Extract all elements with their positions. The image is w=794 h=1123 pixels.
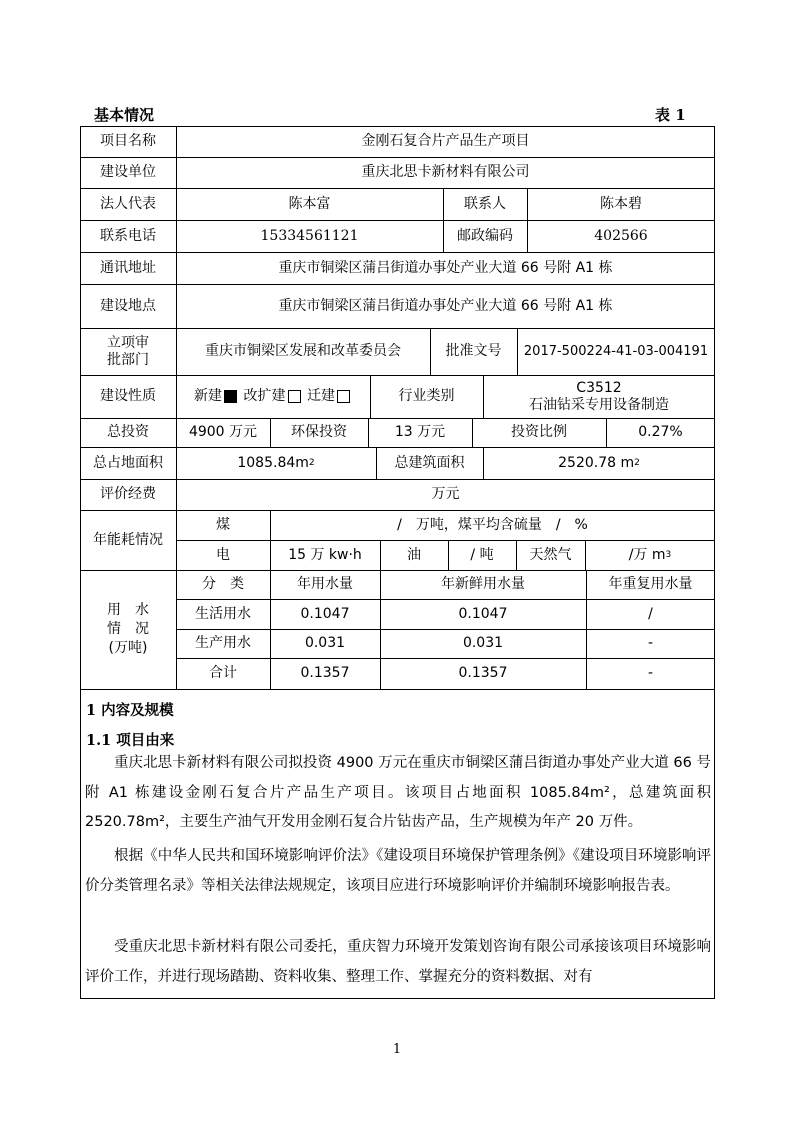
water-row-label: 合计 (209, 665, 237, 681)
label-build-unit: 建设单位 (100, 164, 156, 180)
label-industry: 行业类别 (398, 388, 455, 404)
water-header-reuse: 年重复用水量 (608, 576, 693, 592)
nature-expand-label: 改扩建 (243, 388, 286, 404)
label-postcode: 邮政编码 (457, 227, 513, 244)
value-elec: 15 万 kw·h (288, 546, 362, 563)
water-header-annual: 年用水量 (297, 576, 353, 592)
value-env-invest: 13 万元 (394, 424, 446, 440)
water-row-fresh: 0.1047 (458, 605, 508, 622)
value-gas: /万 m (628, 546, 666, 563)
value-industry: C3512 石油钻采专用设备制造 (529, 379, 669, 413)
land-area-cell: 1085.84m 2 (237, 454, 315, 471)
water-row-label: 生产用水 (195, 635, 251, 651)
label-oil: 油 (407, 546, 421, 563)
water-row-reuse: - (647, 665, 654, 681)
label-elec: 电 (216, 546, 230, 563)
gas-cell: /万 m 3 (628, 546, 672, 563)
nature-options (176, 375, 370, 418)
label-address: 通讯地址 (100, 259, 156, 276)
paragraph (85, 933, 711, 992)
label-energy: 年能耗情况 (93, 531, 163, 548)
value-contact: 陈本碧 (600, 195, 642, 212)
form-title: 基本情况 (94, 106, 155, 124)
value-eval-fee: 万元 (431, 486, 460, 502)
label-phone: 联系电话 (100, 227, 156, 244)
value-oil: / 吨 (470, 546, 494, 563)
value-coal: / 万吨，煤平均含硫量 / % (397, 516, 588, 533)
label-coal: 煤 (216, 516, 230, 533)
nature-move-label: 迁建 (306, 388, 335, 404)
value-legal-rep: 陈本富 (288, 195, 331, 212)
label-total-invest: 总投资 (107, 424, 149, 440)
value-build-unit: 重庆北思卡新材料有限公司 (361, 164, 530, 180)
water-row-annual: 0.1047 (300, 605, 350, 622)
label-invest-ratio: 投资比例 (511, 424, 567, 440)
water-row-fresh: 0.031 (462, 635, 504, 651)
water-row-reuse: - (647, 635, 654, 651)
table-number: 表 1 (655, 106, 686, 124)
section-heading: 1 内容及规模 (86, 702, 174, 719)
value-total-invest: 4900 万元 (188, 424, 258, 440)
water-row-label: 生活用水 (195, 605, 251, 622)
value-invest-ratio: 0.27% (638, 424, 683, 440)
value-land-area: 1085.84m (237, 454, 309, 471)
paragraph-text: 受重庆北思卡新材料有限公司委托，重庆智力环境开发策划咨询有限公司承接该项目环境影响评价工作，并进行现场踏勘、资料收集、整理工作、掌握充分的资料数据、对有 (85, 939, 711, 985)
value-project-name: 金刚石复合片产品生产项目 (361, 133, 530, 149)
paragraph-text: 根据《中华人民共和国环境影响评价法》《建设项目环境保护管理条例》《建设项目环境影响评价分类管理名录》等相关法律法规规定，该项目应进行环境影响评价并编制环境影响报告表。 (85, 848, 711, 894)
label-legal-rep: 法人代表 (100, 195, 156, 212)
nature-move-checkbox[interactable] (337, 390, 350, 403)
label-eval-fee: 评价经费 (100, 486, 156, 502)
subsection-heading: 1.1 项目由来 (86, 732, 175, 749)
label-approval-no: 批准文号 (445, 343, 502, 359)
value-approval-dept: 重庆市铜梁区发展和改革委员会 (205, 343, 401, 359)
floor-area-cell: 2520.78 m 2 (558, 454, 640, 471)
label-env-invest: 环保投资 (291, 424, 347, 440)
value-approval-no: 2017-500224-41-03-004191 (523, 344, 709, 359)
label-gas: 天然气 (529, 546, 572, 563)
value-address: 重庆市铜梁区蒲吕街道办事处产业大道 66 号附 A1 栋 (278, 259, 613, 276)
paragraph (85, 842, 711, 901)
label-land-area: 总占地面积 (93, 454, 163, 471)
paragraph (85, 749, 711, 838)
label-project-name: 项目名称 (100, 133, 156, 149)
nature-new-checkbox[interactable] (224, 390, 237, 403)
page-number: 1 (392, 1042, 402, 1057)
nature-expand-checkbox[interactable] (288, 390, 301, 403)
paragraph-text: 重庆北思卡新材料有限公司拟投资 4900 万元在重庆市铜梁区蒲吕街道办事处产业大道 66 号附 A1 栋建设金刚石复合片产品生产项目。该项目占地面积 1085.84m²，总建筑面积 2520.78m²，主要生产油气开发用金刚石复合片钻齿产品，生产规模为年产 20 万件。 (85, 755, 711, 831)
label-contact: 联系人 (464, 195, 506, 212)
value-site: 重庆市铜梁区蒲吕街道办事处产业大道 66 号附 A1 栋 (278, 297, 613, 314)
label-site: 建设地点 (100, 297, 156, 314)
nature-new-label: 新建 (194, 388, 223, 404)
label-approval-dept: 立项审 批部门 (107, 334, 149, 368)
value-phone: 15334561121 (260, 227, 359, 244)
water-row-fresh: 0.1357 (458, 665, 508, 681)
label-water: 用 水 情 况 (万吨) (107, 602, 149, 656)
water-header-fresh: 年新鲜用水量 (441, 576, 525, 592)
water-row-annual: 0.031 (304, 635, 346, 651)
value-floor-area: 2520.78 m (558, 454, 635, 471)
water-row-reuse: / (648, 605, 653, 622)
label-nature: 建设性质 (100, 388, 156, 404)
water-row-annual: 0.1357 (300, 665, 350, 681)
label-floor-area: 总建筑面积 (394, 454, 465, 471)
water-header-category: 分 类 (202, 576, 244, 592)
value-postcode: 402566 (594, 227, 648, 244)
